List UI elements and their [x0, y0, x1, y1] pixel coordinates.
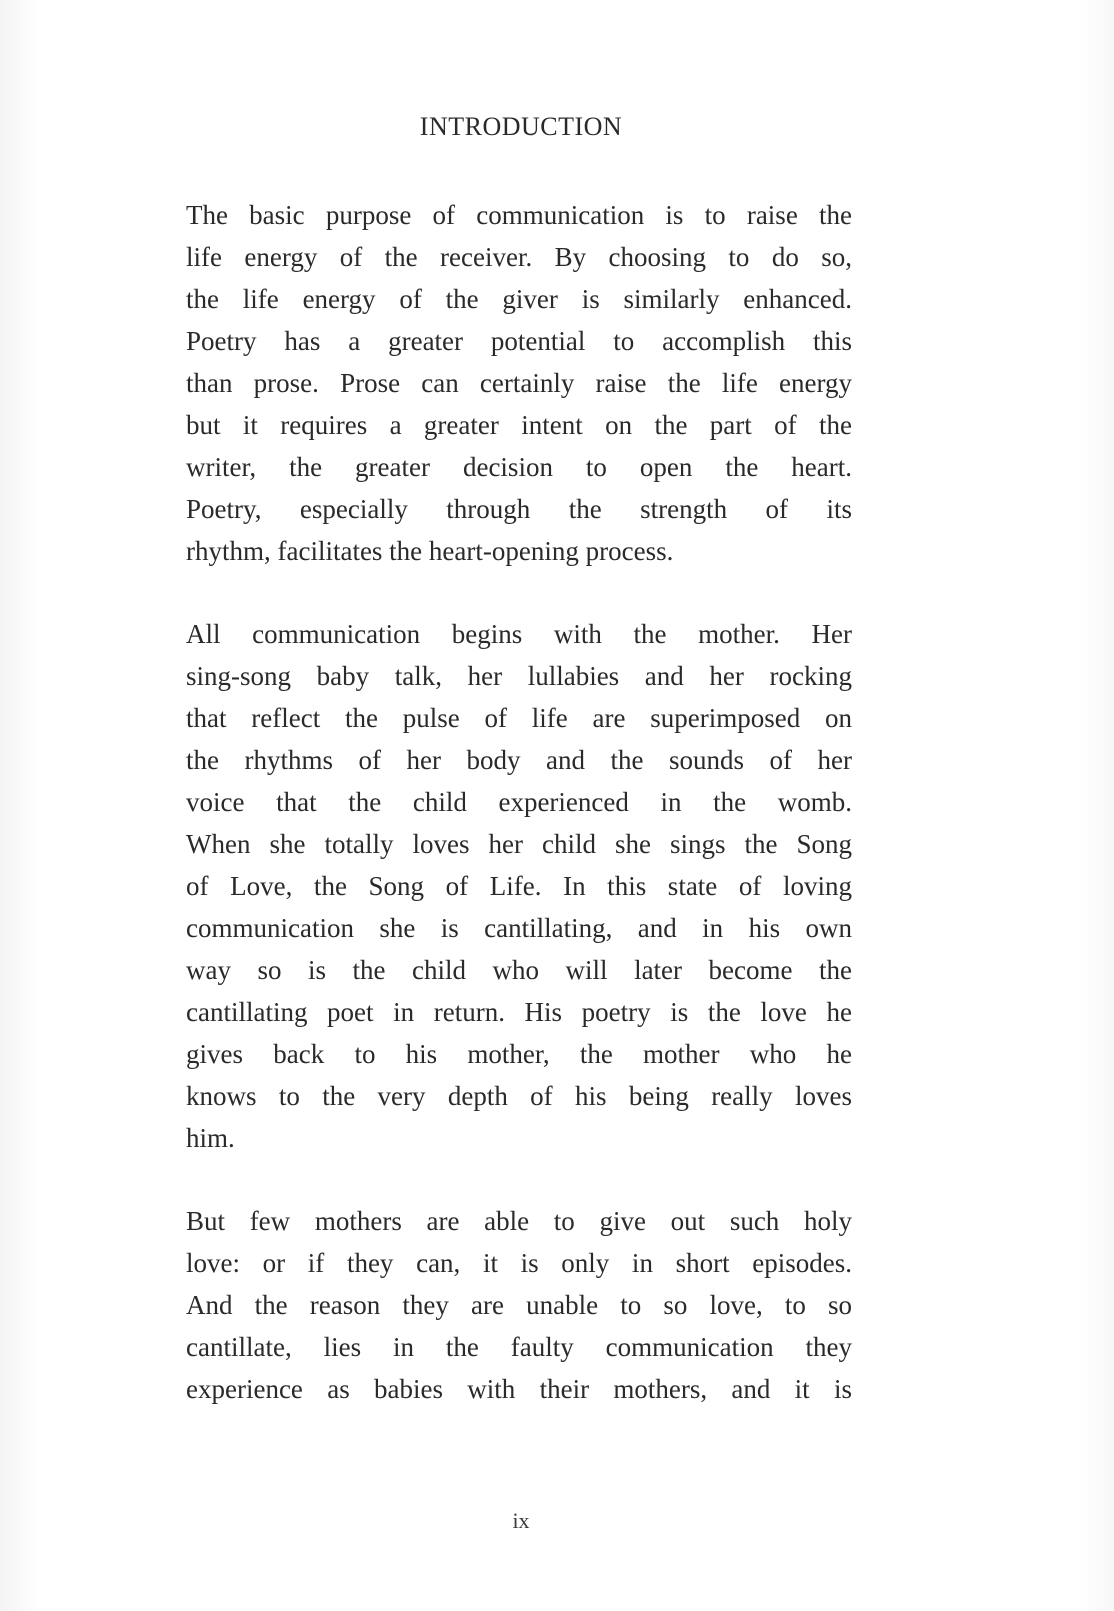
chapter-title: INTRODUCTION: [419, 112, 623, 141]
paragraph-1: [186, 194, 852, 572]
text-line: voice that the child experienced in the womb.: [186, 787, 852, 817]
text-line: cantillate, lies in the faulty communication they: [186, 1332, 852, 1362]
paragraph-3: [186, 1200, 852, 1410]
text-line: rhythm, facilitates the heart-opening process.: [186, 536, 674, 566]
text-line: but it requires a greater intent on the part of the: [186, 410, 852, 440]
paragraph-2: [186, 613, 852, 1159]
text-line: gives back to his mother, the mother who he: [186, 1039, 852, 1069]
page-number: ix: [512, 1508, 530, 1533]
text-line: love: or if they can, it is only in short episodes.: [186, 1248, 852, 1278]
text-line: way so is the child who will later become the: [186, 955, 852, 985]
text-line: And the reason they are unable to so love, to so: [186, 1290, 852, 1320]
text-line: knows to the very depth of his being really loves: [186, 1081, 852, 1111]
text-line: When she totally loves her child she sings the Song: [186, 829, 852, 859]
text-line: the life energy of the giver is similarly enhanced.: [186, 284, 852, 314]
text-line: that reflect the pulse of life are superimposed on: [186, 703, 852, 733]
text-line: sing-song baby talk, her lullabies and her rocking: [186, 661, 852, 691]
text-line: than prose. Prose can certainly raise the life energy: [186, 368, 852, 398]
body-text: [186, 194, 852, 1451]
text-line: cantillating poet in return. His poetry is the love he: [186, 997, 852, 1027]
text-line: Poetry, especially through the strength of its: [186, 494, 852, 524]
text-line: All communication begins with the mother. Her: [186, 619, 852, 649]
text-line: writer, the greater decision to open the heart.: [186, 452, 852, 482]
text-line: The basic purpose of communication is to raise the: [186, 200, 852, 230]
text-line: the rhythms of her body and the sounds of her: [186, 745, 852, 775]
text-line: him.: [186, 1123, 235, 1153]
text-line: But few mothers are able to give out such holy: [186, 1206, 852, 1236]
text-line: communication she is cantillating, and in his own: [186, 913, 852, 943]
text-line: of Love, the Song of Life. In this state of loving: [186, 871, 852, 901]
text-line: life energy of the receiver. By choosing to do so,: [186, 242, 852, 272]
text-line: Poetry has a greater potential to accomplish this: [186, 326, 852, 356]
text-line: experience as babies with their mothers, and it is: [186, 1374, 852, 1404]
